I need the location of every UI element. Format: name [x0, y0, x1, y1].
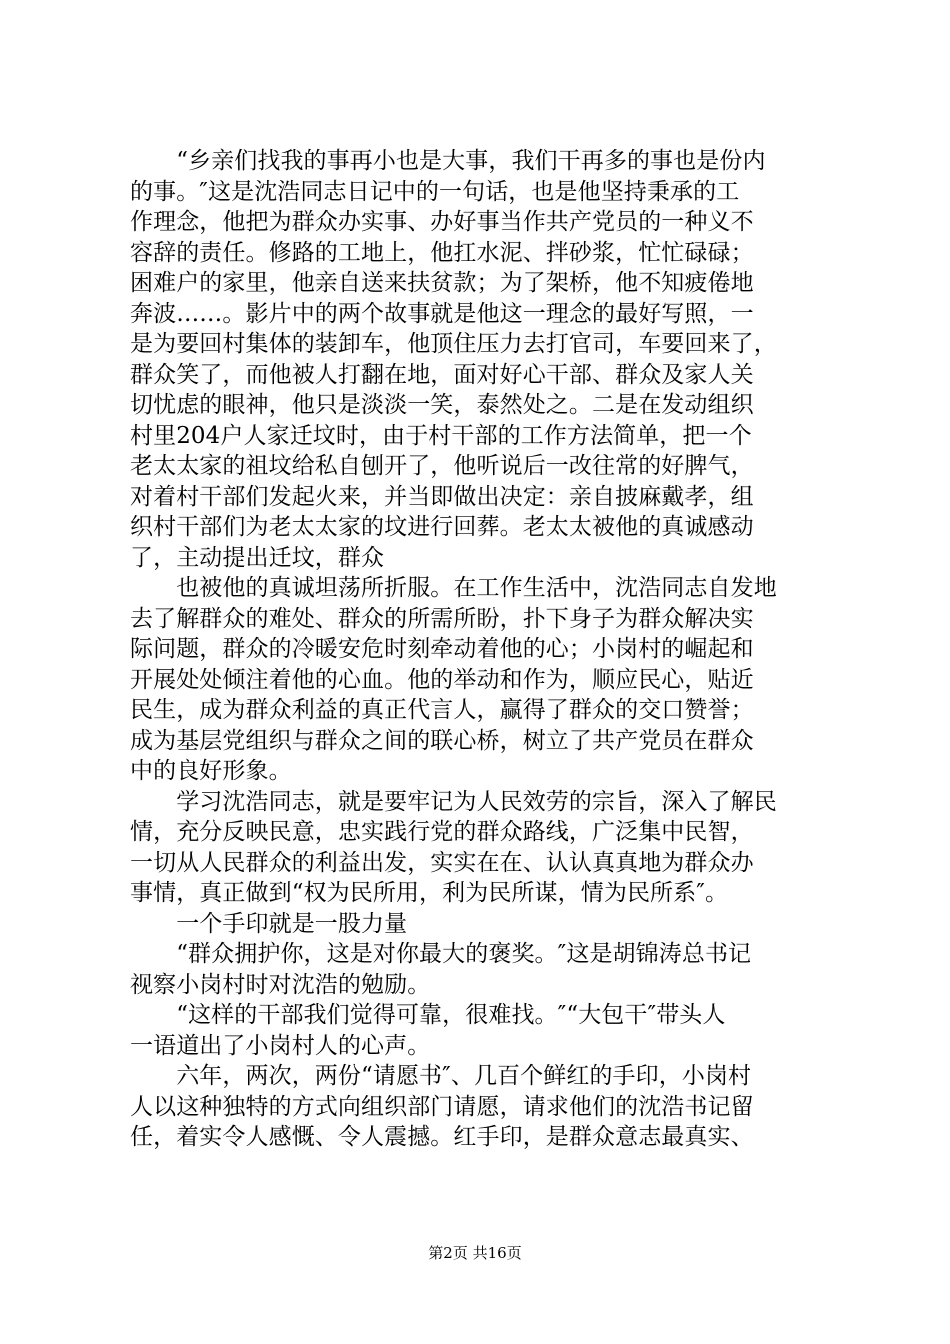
- text-line: 村里204户人家迁坟时，由于村干部的工作方法简单，把一个: [130, 422, 752, 449]
- text-line: 六年，两次，两份“请愿书″、几百个鲜红的手印，小岗村: [130, 1063, 752, 1089]
- text-line: 也被他的真诚坦荡所折服。在工作生活中，沈浩同志自发地: [130, 575, 777, 601]
- text-line: “乡亲们找我的事再小也是大事，我们干再多的事也是份内: [130, 148, 766, 174]
- text-line: 去了解群众的难处、群众的所需所盼，扑下身子为群众解决实: [130, 605, 754, 632]
- text-line: 老太太家的祖坟给私自刨开了，他听说后一改往常的好脾气，: [130, 453, 754, 479]
- text-line: 中的良好形象。: [130, 758, 292, 784]
- text-line: 开展处处倾注着他的心血。他的举动和作为，顺应民心，贴近: [130, 666, 754, 693]
- text-line: 奔波……。影片中的两个故事就是他这一理念的最好写照，一: [130, 300, 754, 327]
- text-line: 任，着实令人感慨、令人震撼。红手印，是群众意志最真实、: [130, 1124, 754, 1150]
- text-line: 民生，成为群众利益的真正代言人，赢得了群众的交口赞誉；: [130, 697, 754, 723]
- text-line: 事情，真正做到“权为民所用，利为民所谋，情为民所系″。: [130, 880, 729, 906]
- text-line: 成为基层党组织与群众之间的联心桥，树立了共产党员在群众: [130, 727, 754, 754]
- text-line: 切忧虑的眼神，他只是淡淡一笑，泰然处之。二是在发动组织: [130, 392, 754, 418]
- text-line: 一切从人民群众的利益出发，实实在在、认认真真地为群众办: [130, 849, 754, 876]
- text-line: “这样的干部我们觉得可靠，很难找。″“大包干″带头人: [130, 1002, 726, 1028]
- text-line: 学习沈浩同志，就是要牢记为人民效劳的宗旨，深入了解民: [130, 788, 777, 815]
- text-line: 情，充分反映民意，忠实践行党的群众路线，广泛集中民智，: [130, 819, 754, 845]
- section-heading: 一个手印就是一股力量: [130, 910, 408, 937]
- text-line: 作理念，他把为群众办实事、办好事当作共产党员的一种义不: [130, 209, 754, 235]
- text-line: 困难户的家里，他亲自送来扶贫款；为了架桥，他不知疲倦地: [130, 270, 754, 296]
- text-line: 视察小岗村时对沈浩的勉励。: [130, 971, 431, 998]
- text-line: 人以这种独特的方式向组织部门请愿，请求他们的沈浩书记留: [130, 1093, 754, 1120]
- body-text: [130, 146, 830, 1153]
- text-line: 容辞的责任。修路的工地上，他扛水泥、拌砂浆，忙忙碌碌；: [130, 239, 754, 266]
- text-line: 织村干部们为老太太家的坟进行回葬。老太太被他的真诚感动: [130, 514, 754, 540]
- page-number-footer: 第2页 共16页: [428, 1244, 522, 1262]
- text-line: “群众拥护你，这是对你最大的褒奖。″这是胡锦涛总书记: [130, 941, 752, 967]
- text-line: 对着村干部们发起火来，并当即做出决定：亲自披麻戴孝，组: [130, 483, 754, 510]
- text-line: 了，主动提出迁坟，群众: [130, 544, 385, 571]
- text-line: 群众笑了，而他被人打翻在地，面对好心干部、群众及家人关: [130, 361, 754, 388]
- text-line: 的事。″这是沈浩同志日记中的一句话，也是他坚持秉承的工: [130, 178, 740, 205]
- text-line: 一语道出了小岗村人的心声。: [130, 1032, 431, 1059]
- text-line: 是为要回村集体的装卸车，他顶住压力去打官司，车要回来了，: [130, 331, 777, 357]
- text-line: 际问题，群众的冷暖安危时刻牵动着他的心；小岗村的崛起和: [130, 636, 754, 662]
